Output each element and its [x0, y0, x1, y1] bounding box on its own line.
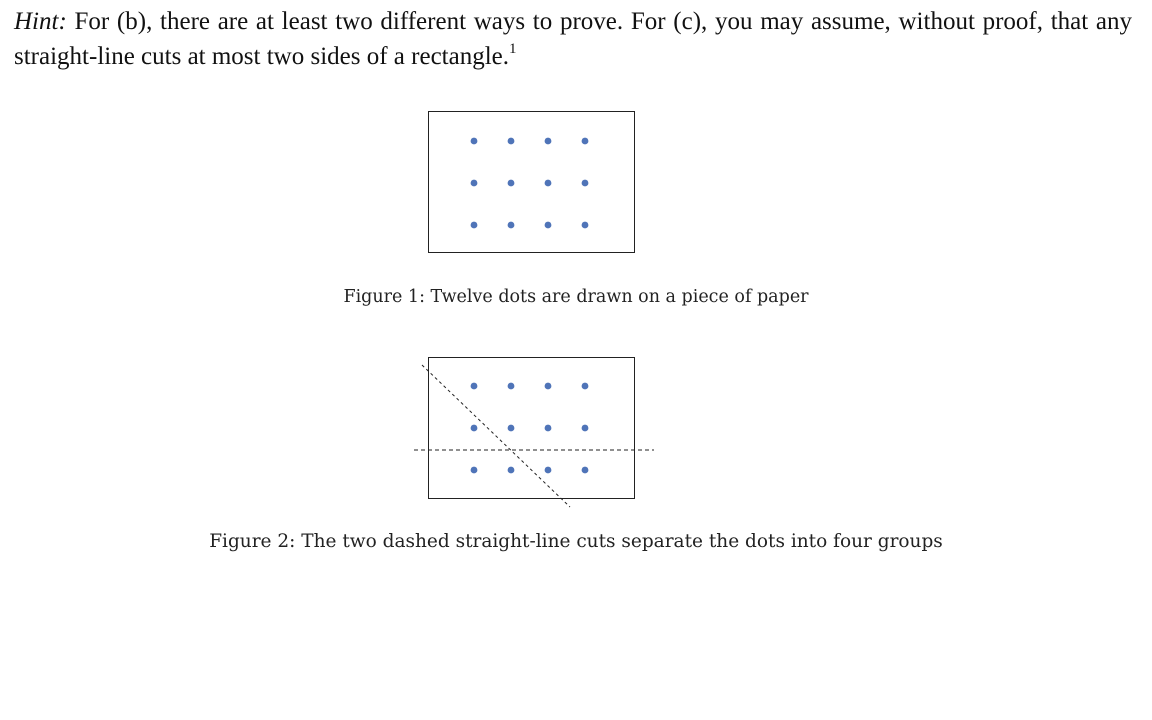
dot — [582, 138, 589, 145]
dot — [545, 138, 552, 145]
dot — [545, 467, 552, 474]
hint-label: Hint: — [14, 8, 67, 35]
footnote-mark: 1 — [509, 40, 517, 57]
figure-2-caption: Figure 2: The two dashed straight-line cuts separate the dots into four groups — [209, 531, 943, 552]
dot — [545, 425, 552, 432]
dot — [545, 383, 552, 390]
dot — [582, 425, 589, 432]
dot — [508, 222, 515, 229]
figure-2-drawing — [414, 357, 654, 509]
paper-rectangle — [429, 112, 635, 253]
dot — [471, 425, 478, 432]
dot — [471, 383, 478, 390]
paper-rectangle — [429, 358, 635, 499]
dot — [582, 467, 589, 474]
figure-1-drawing — [428, 111, 636, 254]
figure-1-caption: Figure 1: Twelve dots are drawn on a piece of paper — [343, 287, 809, 307]
dot — [471, 222, 478, 229]
dot — [545, 180, 552, 187]
dot — [582, 180, 589, 187]
dot — [471, 180, 478, 187]
dot — [508, 383, 515, 390]
dot — [545, 222, 552, 229]
dot — [508, 180, 515, 187]
dot — [582, 222, 589, 229]
hint-paragraph — [14, 4, 1132, 74]
hint-text: For (b), there are at least two different ways to prove. For (c), you may assume, without proof, that any straight-line cuts at most two sides of a rectangle. — [14, 8, 1132, 70]
dot — [508, 425, 515, 432]
dot — [471, 138, 478, 145]
dot — [508, 138, 515, 145]
dot — [508, 467, 515, 474]
dot — [471, 467, 478, 474]
dot — [582, 383, 589, 390]
